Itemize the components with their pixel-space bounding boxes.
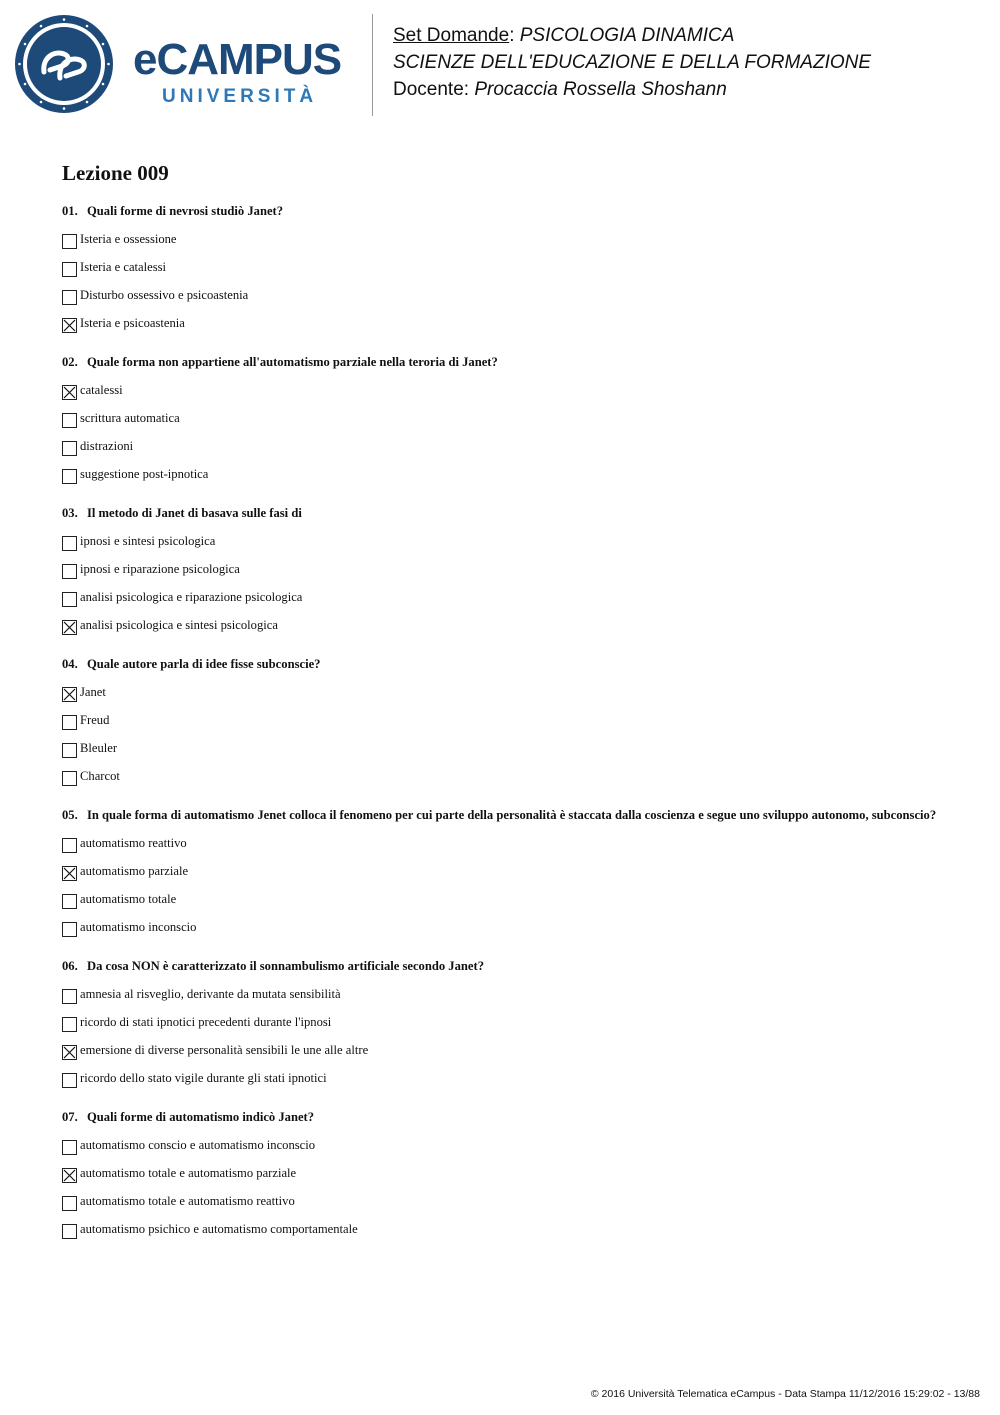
question-label: Da cosa NON è caratterizzato il sonnambulismo artificiale secondo Janet? [87,959,484,973]
answer-label: Disturbo ossessivo e psicoastenia [80,288,249,302]
teacher-line: Docente: Procaccia Rossella Shoshann [393,79,727,100]
answer-option[interactable] [62,983,962,1011]
answer-label: amnesia al risveglio, derivante da mutata sensibilità [80,987,341,1001]
answer-label: Isteria e catalessi [80,260,167,274]
checkbox-icon[interactable] [62,715,77,730]
answer-option[interactable] [62,1218,962,1246]
checkbox-icon[interactable] [62,922,77,937]
answer-option[interactable] [62,709,962,737]
question-block [62,202,962,340]
answer-option[interactable] [62,312,962,340]
question-text [62,655,962,673]
answer-label: ipnosi e sintesi psicologica [80,534,216,548]
question-label: Il metodo di Janet di basava sulle fasi di [87,506,302,520]
question-text [62,1108,962,1126]
question-text [62,957,962,975]
question-text [62,504,962,522]
checkbox-icon[interactable] [62,1196,77,1211]
answer-label: suggestione post-ipnotica [80,467,209,481]
question-label: Quale autore parla di idee fisse subconscie? [87,657,321,671]
answer-option[interactable] [62,256,962,284]
answer-option[interactable] [62,463,962,491]
degree-name: SCIENZE DELL'EDUCAZIONE E DELLA FORMAZIONE [393,52,872,73]
question-number: 02. [62,355,78,369]
checked-checkbox-icon[interactable] [62,687,77,702]
question-label: In quale forma di automatismo Jenet colloca il fenomeno per cui parte della personalità è staccata dalla coscienza e segue uno sviluppo autonomo, subconscio? [87,808,937,822]
answer-label: emersione di diverse personalità sensibili le une alle altre [80,1043,369,1057]
question-number: 01. [62,204,78,218]
question-label: Quali forme di automatismo indicò Janet? [87,1110,315,1124]
checkbox-icon[interactable] [62,1224,77,1239]
header-info [393,22,871,103]
checkbox-icon[interactable] [62,413,77,428]
checked-checkbox-icon[interactable] [62,1168,77,1183]
answer-option[interactable] [62,916,962,944]
checkbox-icon[interactable] [62,469,77,484]
answer-label: distrazioni [80,439,134,453]
question-number: 07. [62,1110,78,1124]
question-block [62,353,962,491]
answer-option[interactable] [62,1067,962,1095]
question-text [62,353,962,371]
answer-label: catalessi [80,383,123,397]
checkbox-icon[interactable] [62,1073,77,1088]
answer-option[interactable] [62,1039,962,1067]
answer-label: Janet [80,685,106,699]
checkbox-icon[interactable] [62,290,77,305]
checked-checkbox-icon[interactable] [62,620,77,635]
answer-label: ricordo dello stato vigile durante gli stati ipnotici [80,1071,327,1085]
answer-option[interactable] [62,765,962,793]
answer-label: ipnosi e riparazione psicologica [80,562,240,576]
answer-label: Isteria e ossessione [80,232,177,246]
question-number: 04. [62,657,78,671]
checkbox-icon[interactable] [62,1140,77,1155]
checkbox-icon[interactable] [62,1017,77,1032]
teacher-label: Docente [393,79,464,100]
answer-option[interactable] [62,407,962,435]
checkbox-icon[interactable] [62,838,77,853]
question-number: 06. [62,959,78,973]
answer-label: automatismo conscio e automatismo inconscio [80,1138,316,1152]
checkbox-icon[interactable] [62,592,77,607]
answer-option[interactable] [62,888,962,916]
answer-option[interactable] [62,586,962,614]
answer-option[interactable] [62,1134,962,1162]
checked-checkbox-icon[interactable] [62,385,77,400]
ecampus-badge-logo [14,14,114,114]
answer-option[interactable] [62,558,962,586]
question-number: 05. [62,808,78,822]
answer-label: automatismo totale [80,892,177,906]
checkbox-icon[interactable] [62,894,77,909]
header-divider [372,14,373,116]
lesson-title: Lezione 009 [62,161,169,185]
answer-label: analisi psicologica e riparazione psicologica [80,590,303,604]
question-block [62,655,962,793]
answer-option[interactable] [62,832,962,860]
answer-label: Freud [80,713,110,727]
checkbox-icon[interactable] [62,989,77,1004]
answer-option[interactable] [62,435,962,463]
answer-label: Charcot [80,769,120,783]
question-text [62,202,962,220]
checkbox-icon[interactable] [62,234,77,249]
checked-checkbox-icon[interactable] [62,318,77,333]
answer-option[interactable] [62,737,962,765]
course-name: PSICOLOGIA DINAMICA [519,25,735,46]
answer-option[interactable] [62,284,962,312]
page-footer: © 2016 Università Telematica eCampus - Data Stampa 11/12/2016 15:29:02 - 13/88 [590,1388,980,1400]
answer-option[interactable] [62,379,962,407]
answer-option[interactable] [62,860,962,888]
answer-option[interactable] [62,1162,962,1190]
checked-checkbox-icon[interactable] [62,1045,77,1060]
answer-option[interactable] [62,614,962,642]
checkbox-icon[interactable] [62,262,77,277]
answer-label: automatismo totale e automatismo parziale [80,1166,297,1180]
question-label: Quali forme di nevrosi studiò Janet? [87,204,284,218]
answer-label: ricordo di stati ipnotici precedenti durante l'ipnosi [80,1015,332,1029]
answer-label: automatismo totale e automatismo reattivo [80,1194,295,1208]
answer-label: analisi psicologica e sintesi psicologica [80,618,278,632]
answer-option[interactable] [62,1011,962,1039]
degree-line [393,49,871,76]
answer-label: automatismo inconscio [80,920,197,934]
answer-label: Isteria e psicoastenia [80,316,185,330]
course-line: Set Domande: PSICOLOGIA DINAMICA [393,25,735,46]
checkbox-icon[interactable] [62,564,77,579]
universita-wordmark: UNIVERSITÀ [162,86,318,107]
answer-label: automatismo psichico e automatismo comportamentale [80,1222,358,1236]
checked-checkbox-icon[interactable] [62,866,77,881]
checkbox-icon[interactable] [62,441,77,456]
question-block [62,504,962,642]
answer-label: automatismo reattivo [80,836,187,850]
question-block [62,957,962,1095]
answer-option[interactable] [62,228,962,256]
question-block [62,806,962,944]
answer-label: Bleuler [80,741,118,755]
question-number: 03. [62,506,78,520]
answer-option[interactable] [62,530,962,558]
answer-label: scrittura automatica [80,411,180,425]
ecampus-wordmark: eCAMPUS [133,35,342,84]
answer-option[interactable] [62,1190,962,1218]
question-text [62,806,962,824]
set-label: Set Domande [393,25,510,46]
checkbox-icon[interactable] [62,771,77,786]
answer-option[interactable] [62,681,962,709]
page-header [0,0,1000,130]
checkbox-icon[interactable] [62,743,77,758]
question-block [62,1108,962,1246]
checkbox-icon[interactable] [62,536,77,551]
teacher-name: Procaccia Rossella Shoshann [474,79,727,100]
answer-label: automatismo parziale [80,864,189,878]
question-label: Quale forma non appartiene all'automatismo parziale nella teroria di Janet? [87,355,498,369]
